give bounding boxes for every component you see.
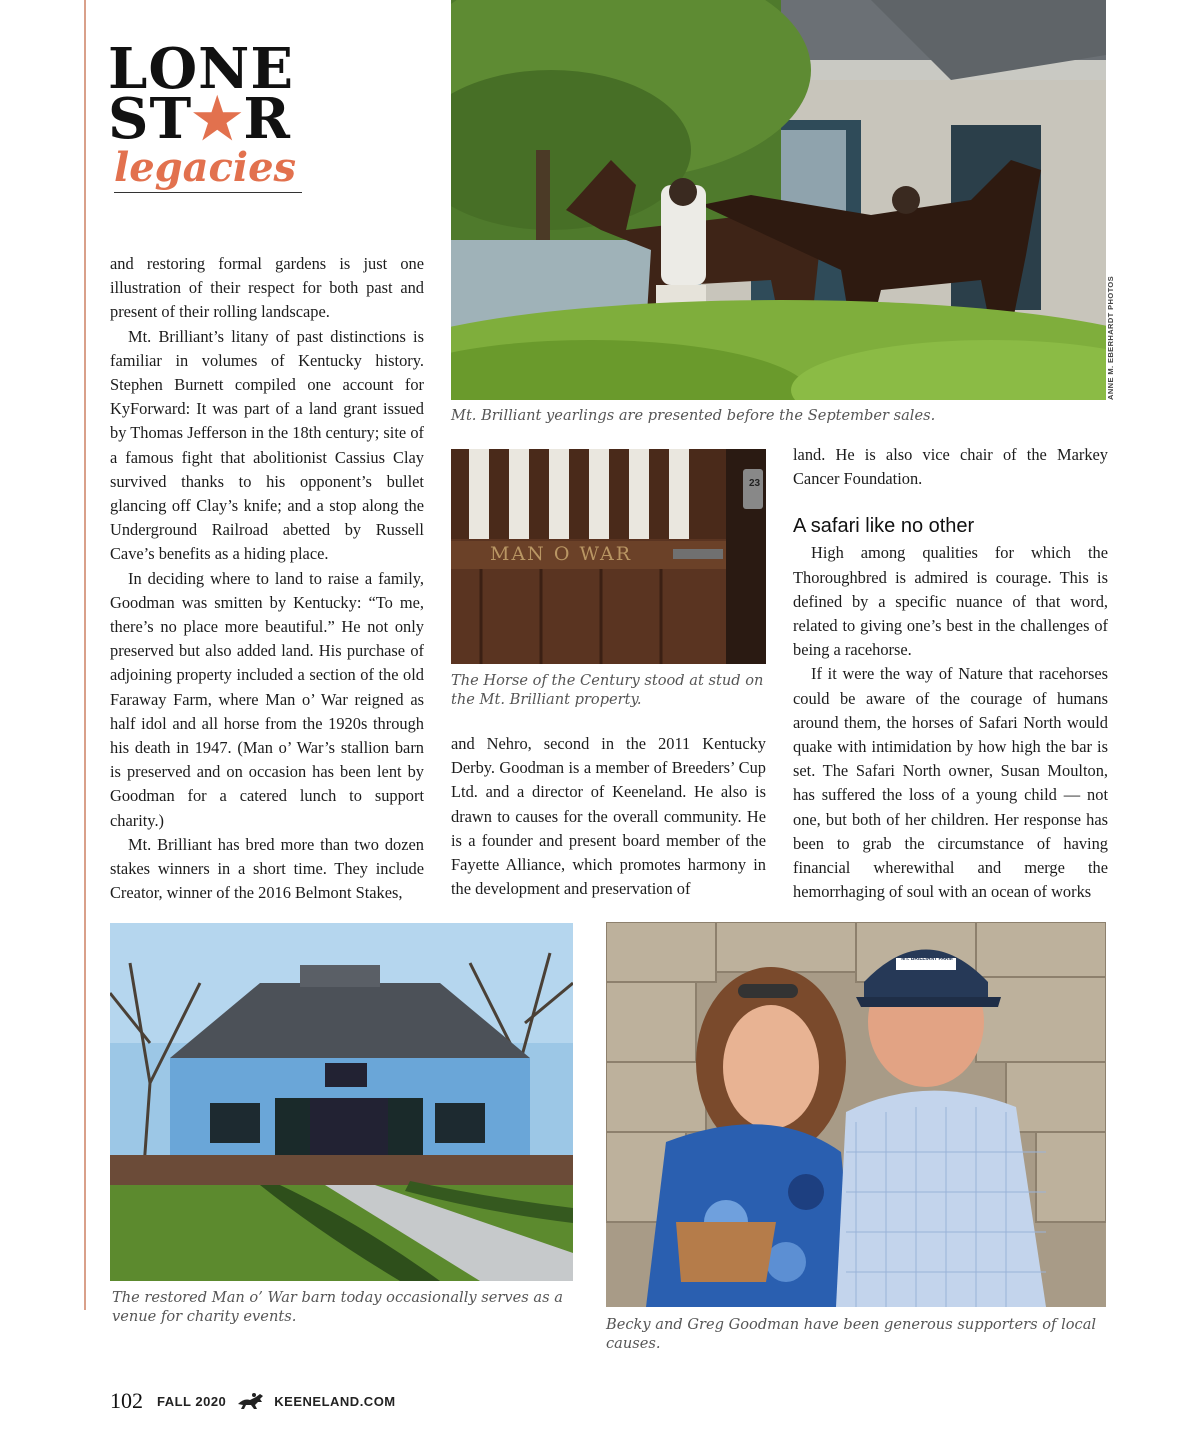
paragraph: Mt. Brilliant’s litany of past distinctions is familiar in volumes of Kentucky history. Stephen Burnett compiled one account for KyForward: It was part of a land grant issued by Thomas Jefferson in the 18th century; site of a famous fight that abolitionist Cassius Clay survived thanks to his opponent’s bullet glancing off Clay’s knife; and a stop along the Underground Railroad abetted by Russell Cave’s benefits as a hiding place. bbox=[110, 326, 424, 564]
photo-credit: ANNE M. EBERHARDT PHOTOS bbox=[1106, 275, 1115, 400]
logo-r: R bbox=[243, 86, 291, 152]
paragraph: If it were the way of Nature that racehorses could be aware of the courage of humans around them, the horses of Safari North would quake with intimidation by how high the bar is set. The Safari North owner, Susan Moulton, has suffered the loss of a young child — not one, but both of her children. Her response has been to grab the circumstance of having financial wherewithal and merge the hemorrhaging of soul with an ocean of works bbox=[793, 664, 1108, 902]
margin-rule bbox=[84, 0, 86, 1310]
logo-underline bbox=[114, 192, 302, 193]
section-subhead: A safari like no other bbox=[793, 515, 975, 538]
logo-line-star bbox=[108, 86, 308, 152]
paragraph: High among qualities for which the Thoroughbred is admired is courage. This is defined by a specific nuance of that word, related to giving one’s best in the challenges of being a racehorse. bbox=[793, 543, 1108, 660]
issue-label: FALL 2020 bbox=[157, 1393, 227, 1409]
paragraph: and Nehro, second in the 2011 Kentucky Derby. Goodman is a member of Breeders’ Cup Ltd. and a director of Keeneland. He also is drawn to causes for the overall community. He is a founder and present board member of the Fayette Alliance, which promotes harmony in the development and preservation of bbox=[451, 734, 766, 899]
racehorse-icon bbox=[236, 1392, 266, 1410]
stall-plaque: MAN O WAR bbox=[490, 543, 633, 565]
logo-script: legacies bbox=[114, 144, 297, 191]
paragraph: Mt. Brilliant has bred more than two dozen stakes winners in a short time. They include Creator, winner of the 2016 Belmont Stakes, bbox=[110, 834, 424, 903]
barn-caption: The restored Man o’ War barn today occasionally serves as a venue for charity events. bbox=[112, 1289, 563, 1325]
couple-caption: Becky and Greg Goodman have been generous supporters of local causes. bbox=[606, 1316, 1097, 1352]
article-column-3 bbox=[793, 443, 1108, 904]
article-column-2 bbox=[451, 732, 766, 901]
logo-st: ST bbox=[108, 86, 193, 152]
logo-line-lone: LONE bbox=[108, 36, 295, 102]
page-footer bbox=[110, 1386, 396, 1416]
stall-number: 23 bbox=[749, 478, 761, 489]
star-icon: ★ bbox=[192, 86, 244, 152]
paragraph: land. He is also vice chair of the Markey Cancer Foundation. bbox=[793, 445, 1108, 489]
yearlings-caption: Mt. Brilliant yearlings are presented before the September sales. bbox=[451, 407, 936, 424]
cap-text: MT. BRILLIANT FARM bbox=[901, 956, 953, 962]
stall-caption: The Horse of the Century stood at stud on the Mt. Brilliant property. bbox=[451, 672, 764, 708]
page-number: 102 bbox=[110, 1388, 143, 1413]
barn-photo bbox=[110, 923, 573, 1281]
section-logo bbox=[108, 36, 308, 193]
couple-photo bbox=[606, 922, 1106, 1307]
site-url[interactable]: KEENELAND.COM bbox=[274, 1393, 396, 1409]
article-column-1 bbox=[110, 252, 424, 905]
yearlings-photo bbox=[451, 0, 1106, 400]
paragraph: In deciding where to land to raise a family, Goodman was smitten by Kentucky: “To me, there’s no place more beautiful.” He not only preserved but also added land. His purchase of adjoining property included a section of the old Faraway Farm, where Man o’ War reigned as half idol and all horse from the 1920s through his death in 1947. (Man o’ War’s stallion barn is preserved and on occasion has been lent by Goodman for a catered lunch to support charity.) bbox=[110, 568, 424, 830]
paragraph: and restoring formal gardens is just one illustration of their respect for both past and present of their rolling landscape. bbox=[110, 254, 424, 322]
